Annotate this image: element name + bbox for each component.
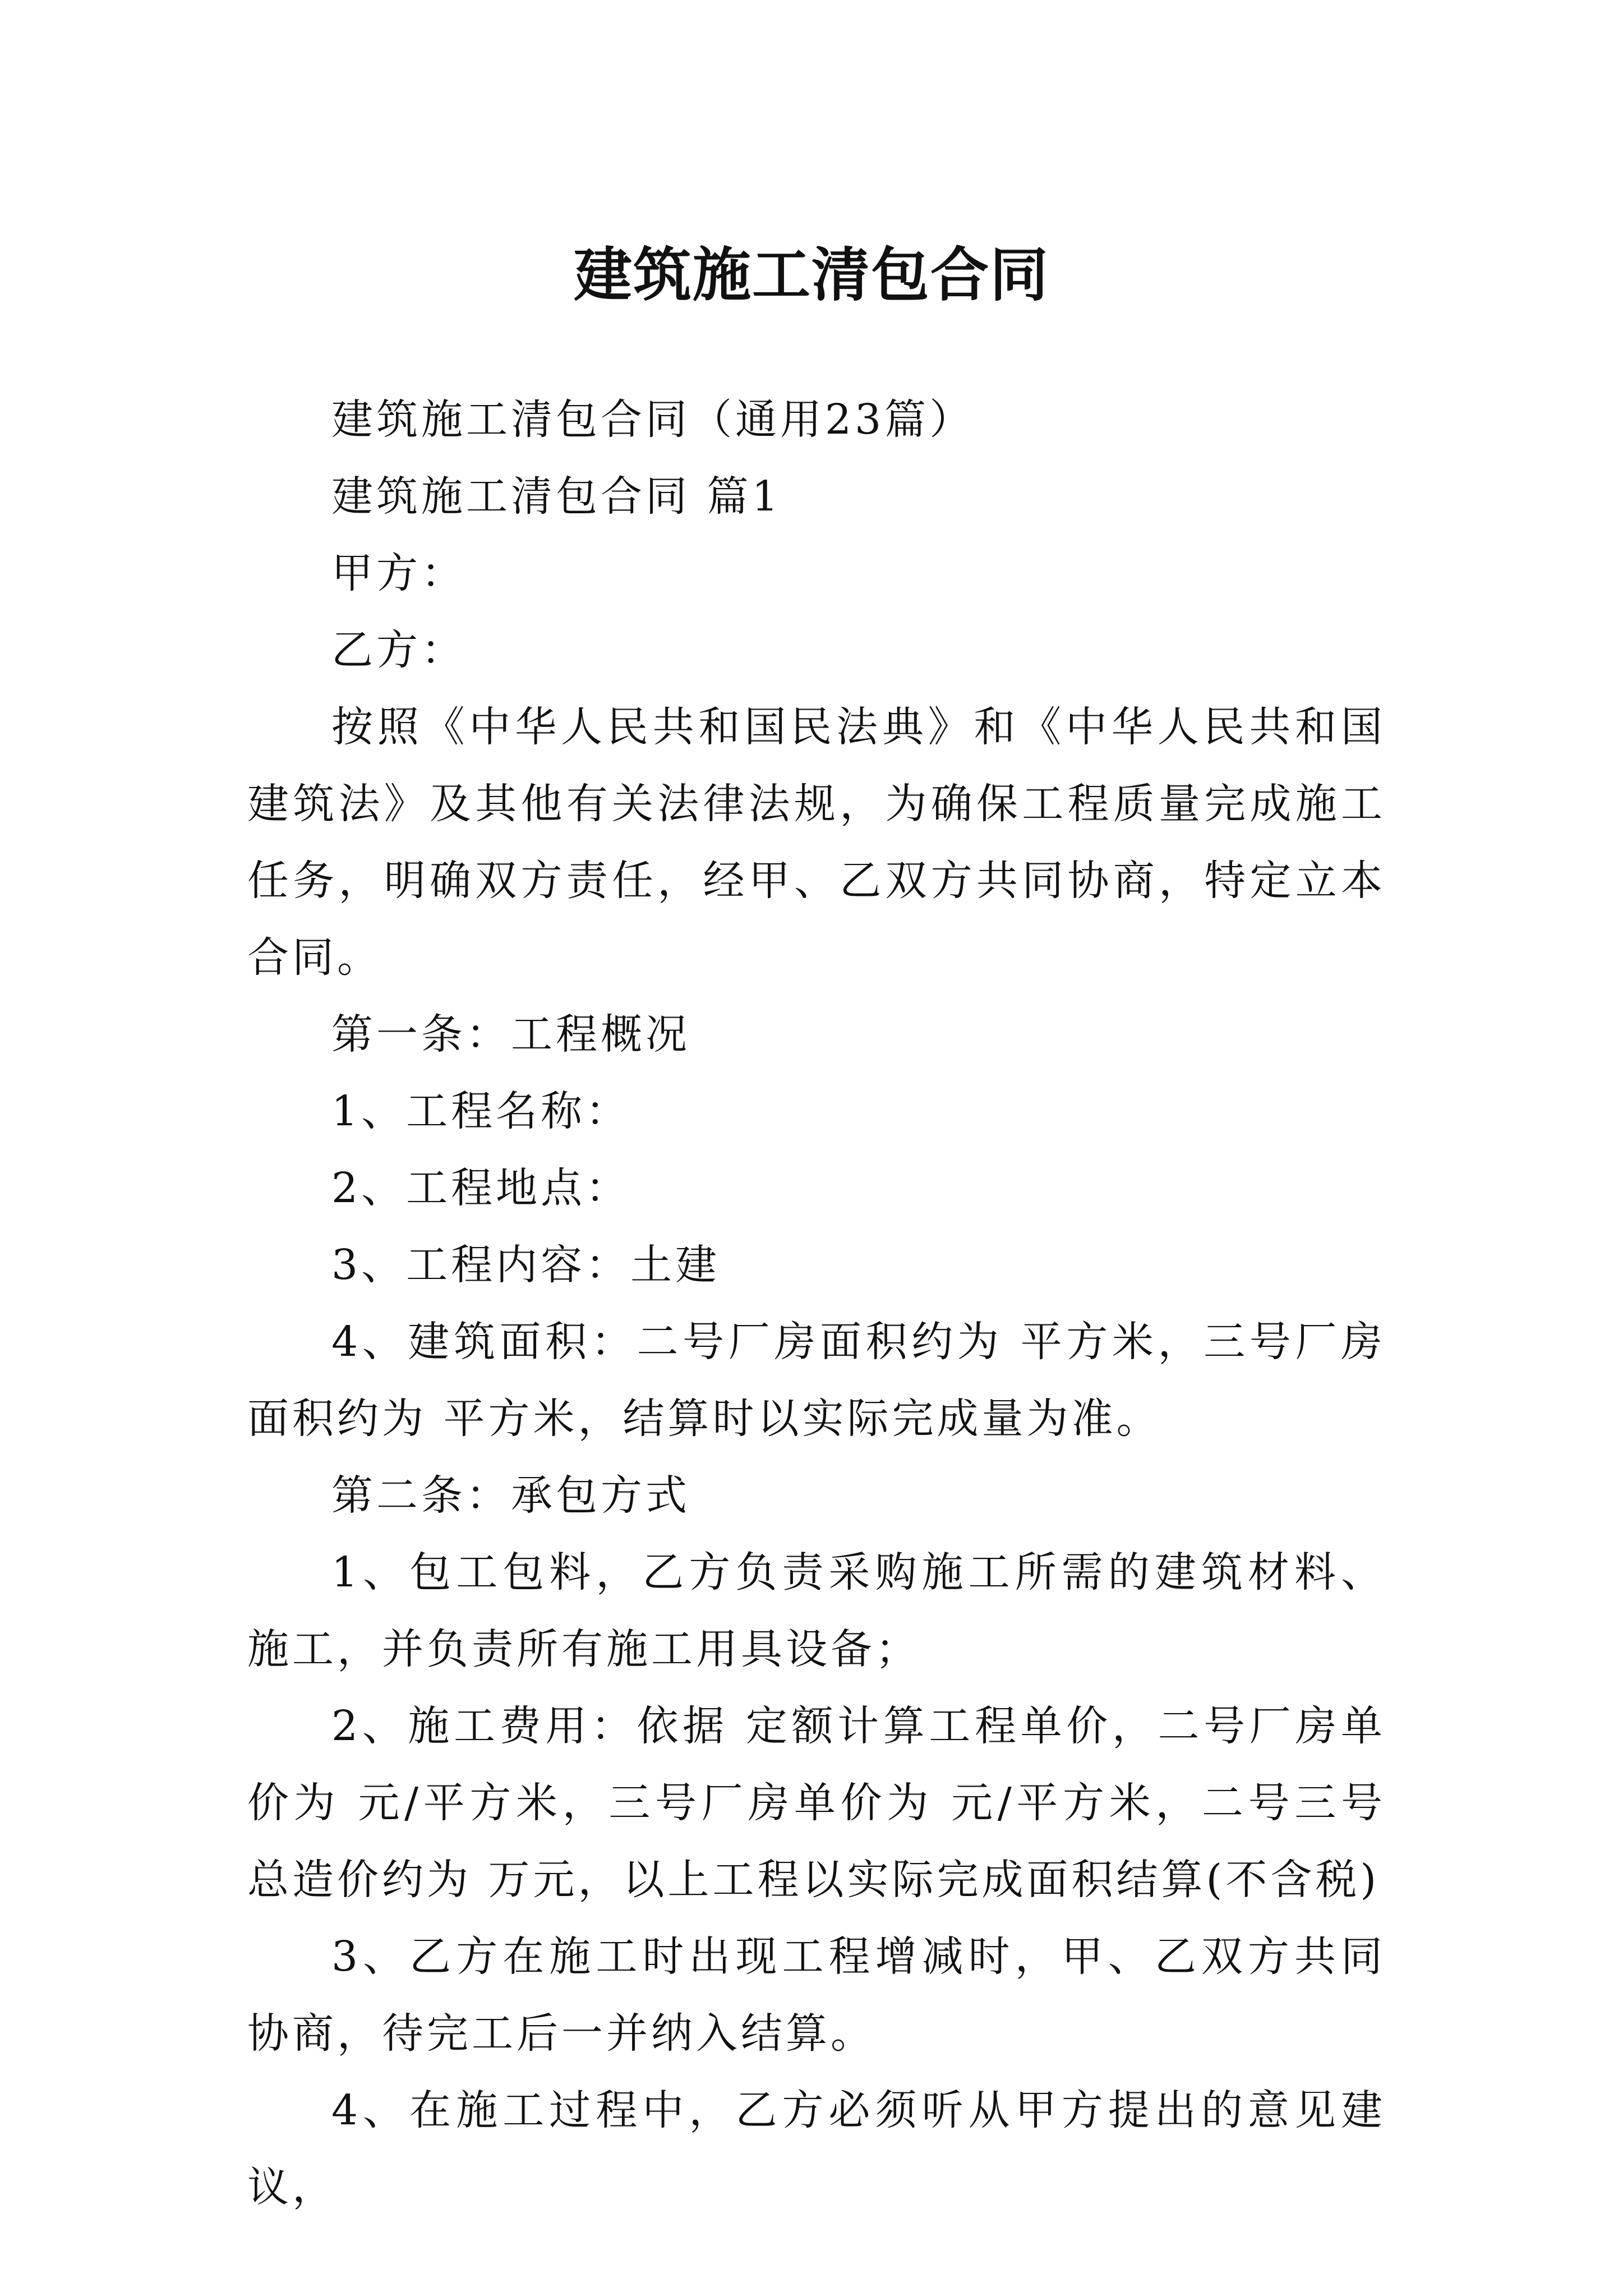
paragraph: 第二条：承包方式 bbox=[331, 1471, 690, 1520]
paragraph: 建筑施工清包合同（通用23篇） bbox=[331, 395, 975, 444]
document-body bbox=[247, 381, 1386, 2226]
paragraph: 建筑施工清包合同 篇1 bbox=[331, 472, 782, 521]
paragraph: 3、工程内容：土建 bbox=[331, 1241, 721, 1289]
paragraph: 乙方： bbox=[331, 626, 466, 674]
paragraph: 1、工程名称： bbox=[331, 1087, 631, 1135]
paragraph: 按照《中华人民共和国民法典》和《中华人民共和国建筑法》及其他有关法律法规，为确保工程质量完成施工任务，明确双方责任，经甲、乙双方共同协商，特定立本合同。 bbox=[247, 703, 1386, 982]
paragraph: 第一条：工程概况 bbox=[331, 1010, 690, 1059]
paragraph: 4、建筑面积：二号厂房面积约为 平方米，三号厂房面积约为 平方米，结算时以实际完成量为准。 bbox=[247, 1318, 1386, 1443]
paragraph: 2、施工费用：依据 定额计算工程单价，二号厂房单价为 元/平方米，三号厂房单价为 元/平方米，二号三号总造价约为 万元，以上工程以实际完成面积结算(不含税) bbox=[247, 1702, 1386, 1904]
paragraph: 4、在施工过程中，乙方必须听从甲方提出的意见建议， bbox=[247, 2086, 1386, 2211]
paragraph: 3、乙方在施工时出现工程增减时，甲、乙双方共同协商，待完工后一并纳入结算。 bbox=[247, 1932, 1386, 2058]
paragraph: 1、包工包料，乙方负责采购施工所需的建筑材料、施工，并负责所有施工用具设备； bbox=[247, 1548, 1386, 1673]
paragraph: 甲方： bbox=[331, 549, 466, 597]
document-title: 建筑施工清包合同 bbox=[573, 240, 1049, 309]
paragraph: 2、工程地点： bbox=[331, 1164, 631, 1212]
